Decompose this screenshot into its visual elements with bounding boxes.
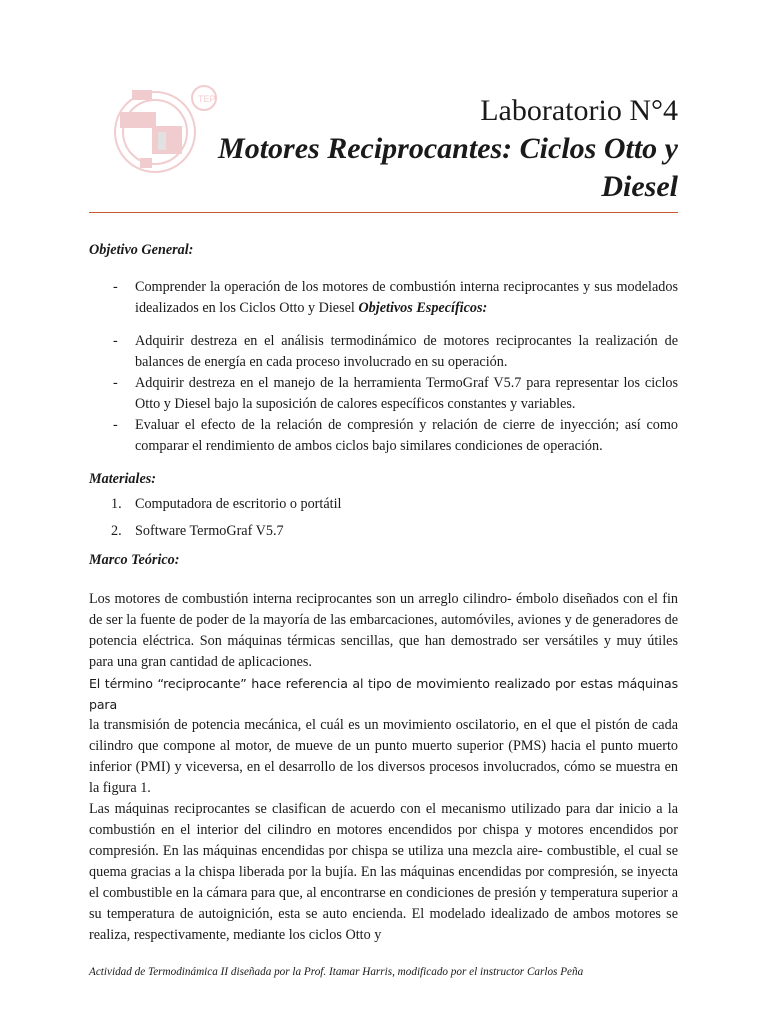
bullet-dash: - <box>113 375 118 391</box>
document-subtitle-line1: Motores Reciprocantes: Ciclos Otto y <box>218 132 678 165</box>
bullet-dash: - <box>113 333 118 349</box>
university-logo-icon <box>100 70 230 190</box>
objetivo-especifico-text: Adquirir destreza en el manejo de la herramienta TermoGraf V5.7 para representar los ciclos Otto y Diesel bajo la suposición de calores específicos constantes y variables. <box>135 375 678 412</box>
material-text: Software TermoGraf V5.7 <box>135 523 284 539</box>
marco-teorico-body <box>89 589 678 946</box>
objetivo-especifico-text: Evaluar el efecto de la relación de compresión y relación de cierre de inyección; así como comparar el rendimiento de ambos ciclos bajo similares condiciones de operación. <box>135 417 678 454</box>
objetivo-especifico-text: Adquirir destreza en el análisis termodinámico de motores reciprocantes la realización de balances de energía en cada proceso involucrado en su operación. <box>135 333 678 370</box>
paragraph-line: El término “reciprocante” hace referencia al tipo de movimiento realizado por estas máquinas para <box>89 676 678 712</box>
objetivo-general-text: Comprender la operación de los motores de combustión interna reciprocantes y sus modelados idealizados en los Ciclos Otto y Diesel <box>135 279 678 316</box>
list-item <box>89 494 678 515</box>
list-number: 2. <box>111 523 122 539</box>
objetivos-especificos-heading: Objetivos Específicos: <box>358 300 488 316</box>
material-text: Computadora de escritorio o portátil <box>135 496 342 512</box>
list-item <box>89 373 678 415</box>
title-divider <box>89 212 678 213</box>
bullet-dash: - <box>113 417 118 433</box>
bullet-dash: - <box>113 279 118 295</box>
logo-text: TEP <box>198 94 216 104</box>
objetivo-general-list <box>89 277 678 319</box>
materiales-list <box>89 494 678 542</box>
materiales-heading: Materiales: <box>89 471 156 487</box>
document-subtitle-line2: Diesel <box>601 170 678 203</box>
list-item <box>89 277 678 319</box>
paragraph: Los motores de combustión interna reciprocantes son un arreglo cilindro- émbolo diseñados con el fin de ser la fuente de poder de la mayoría de las embarcaciones, automóviles, aviones y de generadores de potencia eléctrica. Son máquinas térmicas sencillas, que han demostrado ser versátiles y muy útiles para una gran cantidad de aplicaciones. <box>89 591 678 670</box>
list-item <box>89 415 678 457</box>
document-body <box>89 240 678 946</box>
page-footer: Actividad de Termodinámica II diseñada por la Prof. Itamar Harris, modificado por el instructor Carlos Peña <box>89 966 584 978</box>
objetivo-general-heading: Objetivo General: <box>89 242 194 258</box>
list-number: 1. <box>111 496 122 512</box>
paragraph: Las máquinas reciprocantes se clasifican de acuerdo con el mecanismo utilizado para dar inicio a la combustión en el interior del cilindro en motores encendidos por chispa y motores encendidos por compresión. En las máquinas encendidas por chispa se utiliza una mezcla aire- combustible, el cual se quema gracias a la chispa liberada por la bujía. En las máquinas encendidas por compresión, se inyecta el combustible en la cámara para que, al encontrarse en condiciones de presión y temperatura superior a su temperatura de autoignición, esta se auto encienda. El modelado idealizado de ambos motores se realiza, respectivamente, mediante los ciclos Otto y <box>89 801 678 943</box>
list-item <box>89 521 678 542</box>
lab-title: Laboratorio N°4 <box>480 94 678 127</box>
list-item <box>89 331 678 373</box>
paragraph: la transmisión de potencia mecánica, el cuál es un movimiento oscilatorio, en el que el pistón de cada cilindro que compone al motor, de mueve de un punto muerto superior (PMS) hacia el punto muerto inferior (PMI) y viceversa, en el desarrollo de los diversos procesos involucrados, cómo se muestra en la figura 1. <box>89 717 678 796</box>
objetivos-especificos-list <box>89 331 678 457</box>
marco-teorico-heading: Marco Teórico: <box>89 552 180 568</box>
title-block <box>218 92 678 206</box>
